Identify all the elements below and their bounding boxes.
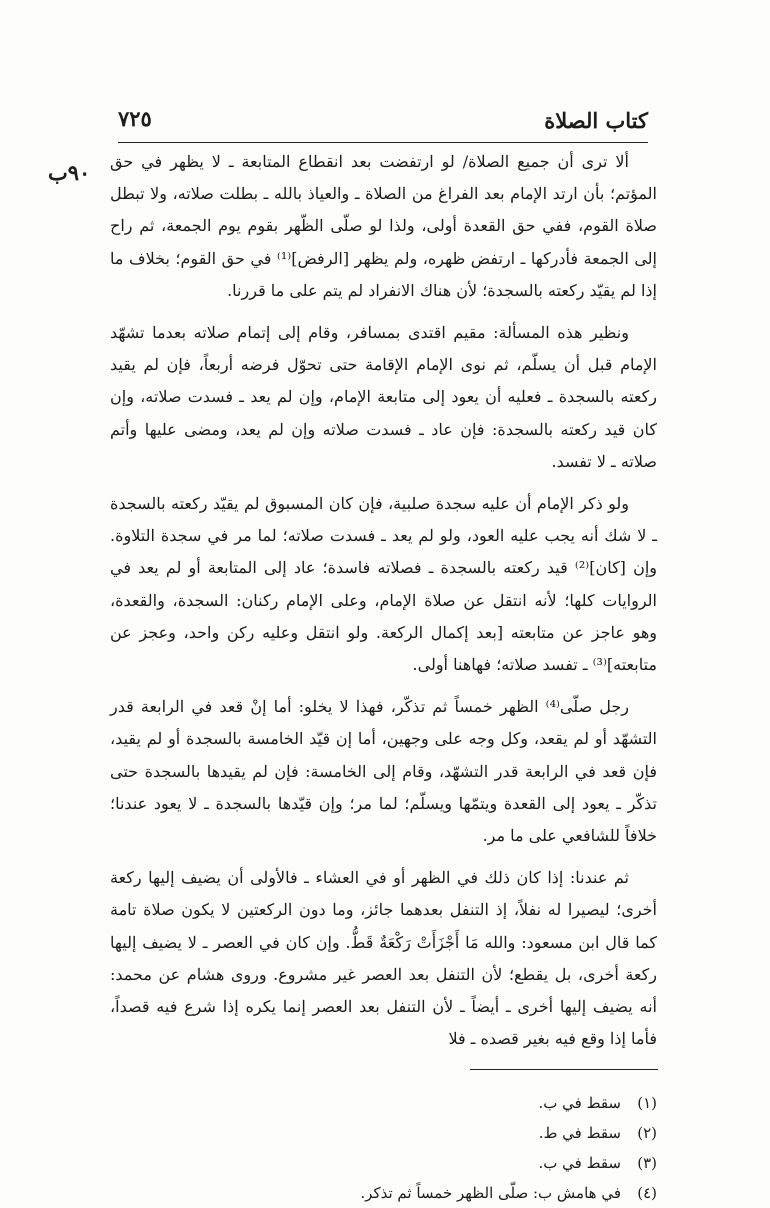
paragraph: ونظير هذه المسألة: مقيم اقتدى بمسافر، وقام إلى إتمام صلاته بعدما تشهّد الإمام قبل أن يسلّم، ثم نوى الإمام الإقامة حتى تحوّل فرضه أربعاً، فإن لم يقيد ركعته بالسجدة ـ فعليه أن يعود إلى متابعة الإمام، وإن لم يعد ـ فسدت صلاته، وإن كان قيد ركعته بالسجدة: فإن عاد ـ فسدت صلاته وإن لم يعد، ومضى عليها وأتم صلاته ـ لا تفسد. <box>110 323 658 471</box>
footnote-text: سقط في ط. <box>538 1124 621 1142</box>
book-title: كتاب الصلاة <box>544 108 648 133</box>
footnote-divider <box>470 1069 658 1070</box>
paragraph: ثم عندنا: إذا كان ذلك في الظهر أو في العشاء ـ فالأولى أن يضيف إليها ركعة أخرى؛ ليصيرا له نفلاً، إذ التنفل بعدهما جائز، وما دون الركعتين لا يكون صلاة تامة كما قال ابن مسعود: والله مَا أَجْزَأَتْ رَكْعَةٌ قَطُّ. وإن كان في العصر ـ لا يضيف إليها ركعة أخرى، بل يقطع؛ لأن التنفل بعد العصر غير مشروع. وروى هشام عن محمد: أنه يضيف إليها أخرى ـ أيضاً ـ لأن التنفل بعد العصر إنما يكره إذا شرع فيه قصداً، فأما إذا وقع فيه بغير قصده ـ فلا <box>110 868 657 1049</box>
paragraph: رجل صلّى⁽⁴⁾ الظهر خمساً ثم تذكّر، فهذا لا يخلو: أما إنْ قعد في الرابعة قدر التشهّد أو لم يقعد، وكل وجه على وجهين، أما إن قيّد الخامسة بالسجدة أو لم يقيد، فإن قعد في الرابعة قدر التشهّد، وقام إلى الخامسة: فإن لم يقيدها بالسجدة حتى تذكّر ـ يعود إلى القعدة ويتمّها ويسلّم؛ لما مر؛ وإن قيّدها بالسجدة ـ لا يعود عندنا؛ خلافاً للشافعي على ما مر. <box>110 697 657 846</box>
footnote <box>110 1148 657 1178</box>
footnote-text: سقط في ب. <box>538 1094 621 1112</box>
footnote-text: في هامش ب: صلّى الظهر خمساً ثم تذكر. <box>360 1184 621 1202</box>
paragraph: ولو ذكر الإمام أن عليه سجدة صلبية، فإن كان المسبوق لم يقيّد ركعته بالسجدة ـ لا شك أنه يجب عليه العود، ولو لم يعد ـ فسدت صلاته؛ لما مر في سجدة التلاوة. وإن [كان]⁽²⁾ قيد ركعته بالسجدة ـ فصلاته فاسدة؛ عاد إلى المتابعة أو لم يعد في الروايات كلها؛ لأنه انتقل عن صلاة الإمام، وعلى الإمام ركنان: السجدة، والقعدة، وهو عاجز عن متابعته [بعد إكمال الركعة. ولو انتقل وعليه ركن واحد، وعجز عن متابعته]⁽³⁾ ـ تفسد صلاته؛ فهاهنا أولى. <box>110 494 658 675</box>
footnote-number: (٣) <box>637 1154 657 1172</box>
footnote-number: (٢) <box>637 1124 657 1142</box>
footnote-text: سقط في ب. <box>538 1154 621 1172</box>
paragraph: ألا ترى أن جميع الصلاة/ لو ارتفضت بعد انقطاع المتابعة ـ لا يظهر في حق المؤتم؛ بأن ارتد الإمام بعد الفراغ من الصلاة ـ والعياذ بالله ـ بطلت صلاته، ولا تبطل صلاة القوم، ففي حق القعدة أولى، ولذا لو صلّى الظّهر بقوم يوم الجمعة، ثم راح إلى الجمعة فأدركها ـ ارتفض ظهره، ولم يظهر [الرفض]⁽¹⁾ في حق القوم؛ بخلاف ما إذا لم يقيّد ركعته بالسجدة؛ لأن هناك الانفراد لم يتم على ما قررنا. <box>110 152 657 300</box>
footnote-number: (١) <box>637 1094 657 1112</box>
main-text <box>110 146 657 1065</box>
footnote-number: (٤) <box>637 1184 657 1202</box>
footnote <box>110 1118 657 1148</box>
footnotes <box>110 1088 657 1208</box>
footnote <box>110 1178 657 1208</box>
margin-folio-note: ٩٠ب <box>48 160 91 185</box>
footnote <box>110 1088 657 1118</box>
page-header <box>118 102 648 143</box>
page-number: ٧٢٥ <box>118 106 152 131</box>
